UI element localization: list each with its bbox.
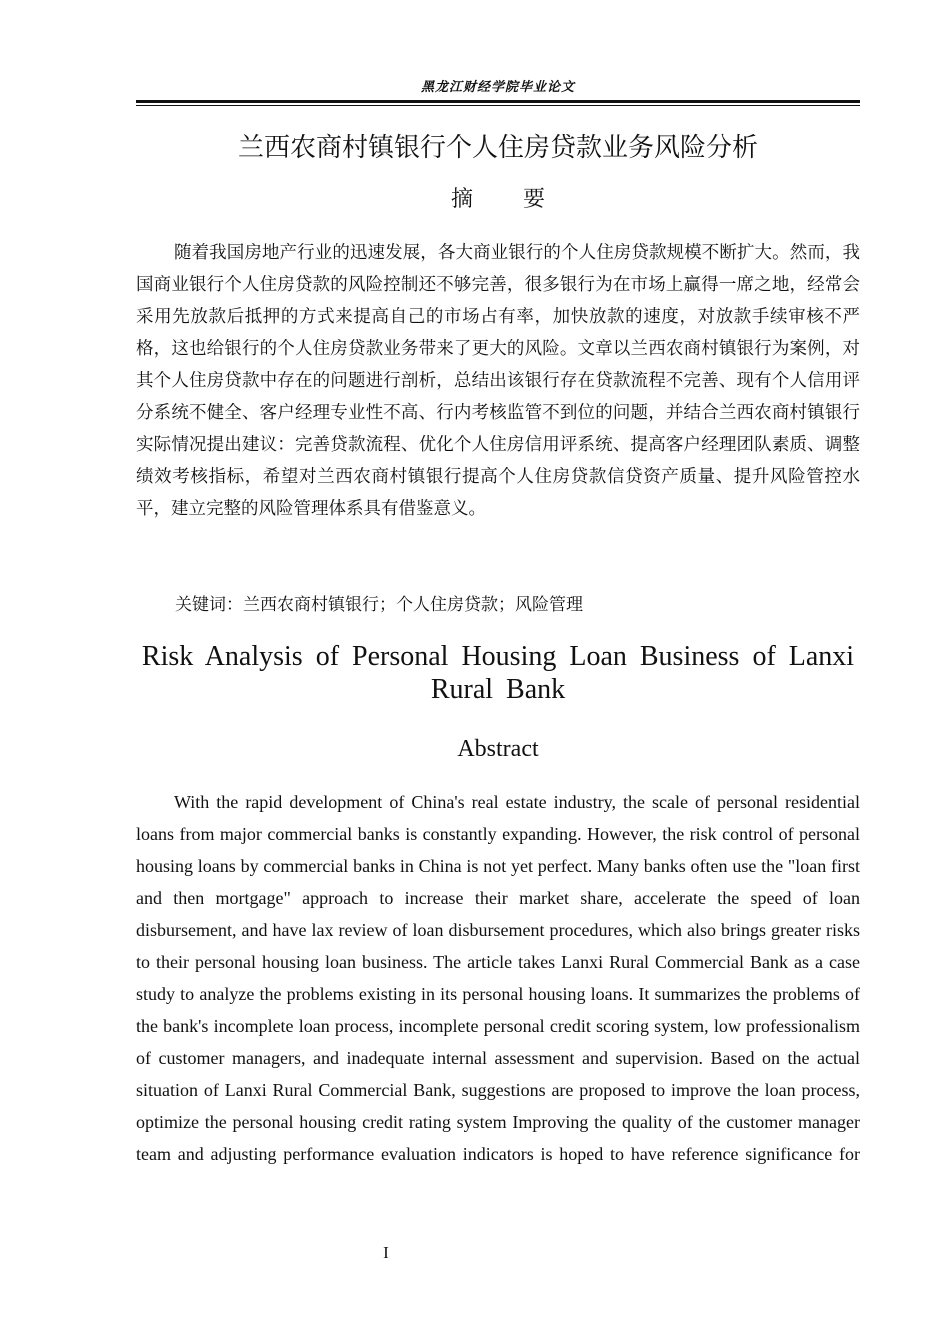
english-title: Risk Analysis of Personal Housing Loan Business of Lanxi Rural Bank	[141, 641, 855, 705]
page-number: I	[383, 1243, 389, 1262]
keywords-label: 关键词：	[175, 595, 243, 615]
english-abstract-body: With the rapid development of China's real estate industry, the scale of personal residential loans from major commercial banks is constantly expanding. However, the risk control of personal housing loans by commercial banks in China is not yet perfect. Many banks often use the "loan first and then mortgage" approach to increase their market share, accelerate the speed of loan disbursement, and have lax review of loan disbursement procedures, which also brings greater risks to their personal housing loan business. The article takes Lanxi Rural Commercial Bank as a case study to analyze the problems existing in its personal housing loans. It summarizes the problems of the bank's incomplete loan process, incomplete personal credit scoring system, low professionalism of customer managers, and inadequate internal assessment and supervision. Based on the actual situation of Lanxi Rural Commercial Bank, suggestions are proposed to improve the loan process, optimize the personal housing credit rating system Improving the quality of the customer manager team and adjusting performance evaluation indicators is hoped to have reference significance for	[136, 792, 860, 1164]
chinese-title: 兰西农商村镇银行个人住房贷款业务风险分析	[237, 133, 758, 163]
chinese-abstract-body: 随着我国房地产行业的迅速发展，各大商业银行的个人住房贷款规模不断扩大。然而，我国商业银行个人住房贷款的风险控制还不够完善，很多银行为在市场上赢得一席之地，经常会采用先放款后抵押的方式来提高自己的市场占有率，加快放款的速度，对放款手续审核不严格，这也给银行的个人住房贷款业务带来了更大的风险。文章以兰西农商村镇银行为案例，对其个人住房贷款中存在的问题进行剖析，总结出该银行存在贷款流程不完善、现有个人信用评分系统不健全、客户经理专业性不高、行内考核监管不到位的问题，并结合兰西农商村镇银行实际情况提出建议：完善贷款流程、优化个人住房信用评系统、提高客户经理团队素质、调整绩效考核指标，希望对兰西农商村镇银行提高个人住房贷款信贷资产质量、提升风险管控水平，建立完整的风险管理体系具有借鉴意义。	[136, 243, 860, 519]
header-rule-thick	[136, 100, 860, 103]
chinese-keywords	[175, 590, 860, 620]
english-abstract-heading: Abstract	[457, 736, 539, 762]
header-title: 黑龙江财经学院毕业论文	[420, 80, 575, 95]
chinese-abstract-heading: 摘要	[450, 187, 595, 212]
header-rule-thin	[136, 105, 860, 106]
keywords-text: 兰西农商村镇银行；个人住房贷款；风险管理	[243, 595, 583, 615]
page-header	[136, 78, 860, 98]
